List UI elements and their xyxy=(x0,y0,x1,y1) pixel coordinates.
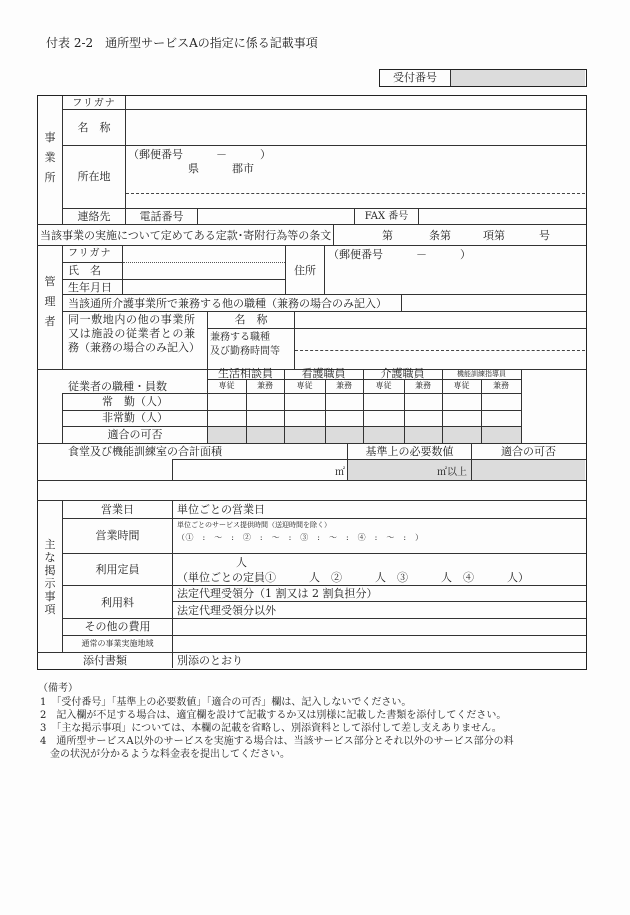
other-cost-label: その他の費用 xyxy=(84,620,151,633)
office-section-label: 事業所 xyxy=(44,131,56,184)
manager-birth-input[interactable] xyxy=(124,280,284,293)
remark-item: 1 「受付番号」「基準上の必要数値」「適合の可否」欄は、記入しないでください。 xyxy=(40,697,412,708)
manager-address-input[interactable] xyxy=(326,262,584,293)
facility-name-label: 名 称 xyxy=(234,313,268,326)
articles-dai: 第 xyxy=(382,229,393,242)
manager-birth-label: 生年月日 xyxy=(68,281,112,294)
office-furigana-label: フリガナ xyxy=(72,98,116,109)
manager-postal-code[interactable]: （郵便番号 － ） xyxy=(328,248,471,261)
area-unit: ㎡ xyxy=(335,467,345,478)
role-header: 機能訓練指導員 xyxy=(457,370,506,378)
concurrent-label-1: 同一敷地内の他の事業所 xyxy=(68,313,196,326)
sub-col-header: 専従 xyxy=(453,381,470,390)
office-name-label: 名 称 xyxy=(77,121,111,134)
capacity-unit: 人 xyxy=(236,556,247,569)
fee-row-2: 法定代理受領分以外 xyxy=(177,604,276,617)
fee-label: 利用料 xyxy=(101,596,134,609)
row-label-conform: 適合の可否 xyxy=(107,428,163,441)
sub-col-header: 専従 xyxy=(218,381,235,390)
business-day-label: 営業日 xyxy=(101,503,134,516)
facility-name-input[interactable] xyxy=(296,312,584,327)
sub-col-header: 専従 xyxy=(375,381,392,390)
fee-row-1: 法定代理受領分（1 割又は 2 割負担分） xyxy=(177,587,378,600)
office-address-input[interactable] xyxy=(127,176,583,206)
remark-item: 金の状況が分かるような料金表を提出してください。 xyxy=(40,749,290,760)
hours-note: 単位ごとのサービス提供時間（送迎時間を除く） xyxy=(177,521,331,529)
office-furigana-input[interactable] xyxy=(127,97,583,108)
attachments-label: 添付書類 xyxy=(83,654,127,667)
role-header: 生活相談員 xyxy=(218,367,273,380)
articles-jou: 条第 xyxy=(429,229,451,242)
phone-input[interactable] xyxy=(199,209,353,223)
job-time-input[interactable] xyxy=(296,329,584,368)
other-job-label: 当該通所介護事業所で兼務する他の職種（兼務の場合のみ記入） xyxy=(68,297,387,310)
hours-label: 営業時間 xyxy=(95,529,140,542)
sub-col-header: 専従 xyxy=(296,381,313,390)
contact-label: 連絡先 xyxy=(77,210,111,223)
fax-label: FAX 番号 xyxy=(364,211,409,222)
office-postal-code[interactable]: （郵便番号 － ） xyxy=(128,148,271,161)
sub-col-header: 兼務 xyxy=(493,381,509,390)
row-label-fulltime: 常 勤（人） xyxy=(102,395,168,408)
manager-address-label: 住所 xyxy=(294,264,316,277)
manager-section-label: 管理者 xyxy=(44,275,56,328)
manager-name-label: 氏 名 xyxy=(68,264,101,277)
manager-furigana-input[interactable] xyxy=(124,246,284,261)
other-cost-input[interactable] xyxy=(174,619,584,634)
sub-col-header: 兼務 xyxy=(415,381,431,390)
remark-item: 3 「主な掲示事項」については、本欄の記載を省略し、別添資料として添付して差し支えありません。 xyxy=(40,723,502,734)
attachments-value: 別添のとおり xyxy=(177,654,243,667)
business-day-value: 単位ごとの営業日 xyxy=(177,503,265,516)
capacity-label: 利用定員 xyxy=(95,563,140,576)
row-label-parttime: 非常勤（人） xyxy=(102,411,168,424)
job-time-label-1: 兼務する職種 xyxy=(210,332,270,343)
area-required-label: 基準上の必要数値 xyxy=(365,445,454,458)
service-area-input[interactable] xyxy=(174,636,584,651)
area-input[interactable] xyxy=(174,461,334,479)
reception-number-field[interactable] xyxy=(451,70,585,86)
capacity-detail[interactable]: （単位ごとの定員① 人 ② 人 ③ 人 ④ 人） xyxy=(177,571,529,584)
hours-value[interactable]: （① : ～ : ② : ～ : ③ : ～ : ④ : ～ : ） xyxy=(177,533,424,542)
manager-furigana-label: フリガナ xyxy=(68,248,112,259)
office-pref-city: 県 郡市 xyxy=(188,162,254,175)
sub-col-header: 兼務 xyxy=(257,381,273,390)
fulltime-count-inputs[interactable] xyxy=(208,394,521,409)
area-conform-label: 適合の可否 xyxy=(501,445,556,458)
phone-label: 電話番号 xyxy=(139,210,184,223)
fax-input[interactable] xyxy=(420,209,584,223)
concurrent-label-2: 又は施設の従業者との兼 xyxy=(68,327,196,340)
reception-label: 受付番号 xyxy=(393,71,437,84)
concurrent-label-3: 務（兼務の場合のみ記入） xyxy=(68,341,200,354)
staff-header-label: 従業者の職種・員数 xyxy=(68,380,167,393)
parttime-count-inputs[interactable] xyxy=(208,411,521,425)
remark-item: 4 通所型サービスA以外のサービスを実施する場合は、当該サービス部分とそれ以外のサービス部分の料 xyxy=(40,736,514,747)
sub-col-header: 兼務 xyxy=(336,381,352,390)
remarks-heading: （備考） xyxy=(38,683,78,694)
job-time-label-2: 及び勤務時間等 xyxy=(210,346,280,357)
area-label: 食堂及び機能訓練室の合計面積 xyxy=(68,445,222,458)
manager-name-input[interactable] xyxy=(124,263,284,278)
office-address-label: 所在地 xyxy=(77,170,111,183)
service-area-label: 通常の事業実施地域 xyxy=(81,639,154,648)
area-required-unit: ㎡以上 xyxy=(437,467,467,478)
articles-gou: 号 xyxy=(539,229,550,242)
role-header: 介護職員 xyxy=(380,367,425,380)
role-header: 看護職員 xyxy=(301,367,346,380)
articles-label: 当該事業の実施について定めてある定款･寄附行為等の条文 xyxy=(40,229,332,242)
articles-kou: 項第 xyxy=(483,229,505,242)
page-title: 付表 2-2 通所型サービスAの指定に係る記載事項 xyxy=(46,36,318,50)
notices-section-label: 主な掲示事項 xyxy=(44,538,56,616)
other-job-input[interactable] xyxy=(403,296,584,310)
office-name-input[interactable] xyxy=(127,111,583,143)
remark-item: 2 記入欄が不足する場合は、適宜欄を設けて記載するか又は別様に記載した書類を添付してください。 xyxy=(40,710,507,721)
